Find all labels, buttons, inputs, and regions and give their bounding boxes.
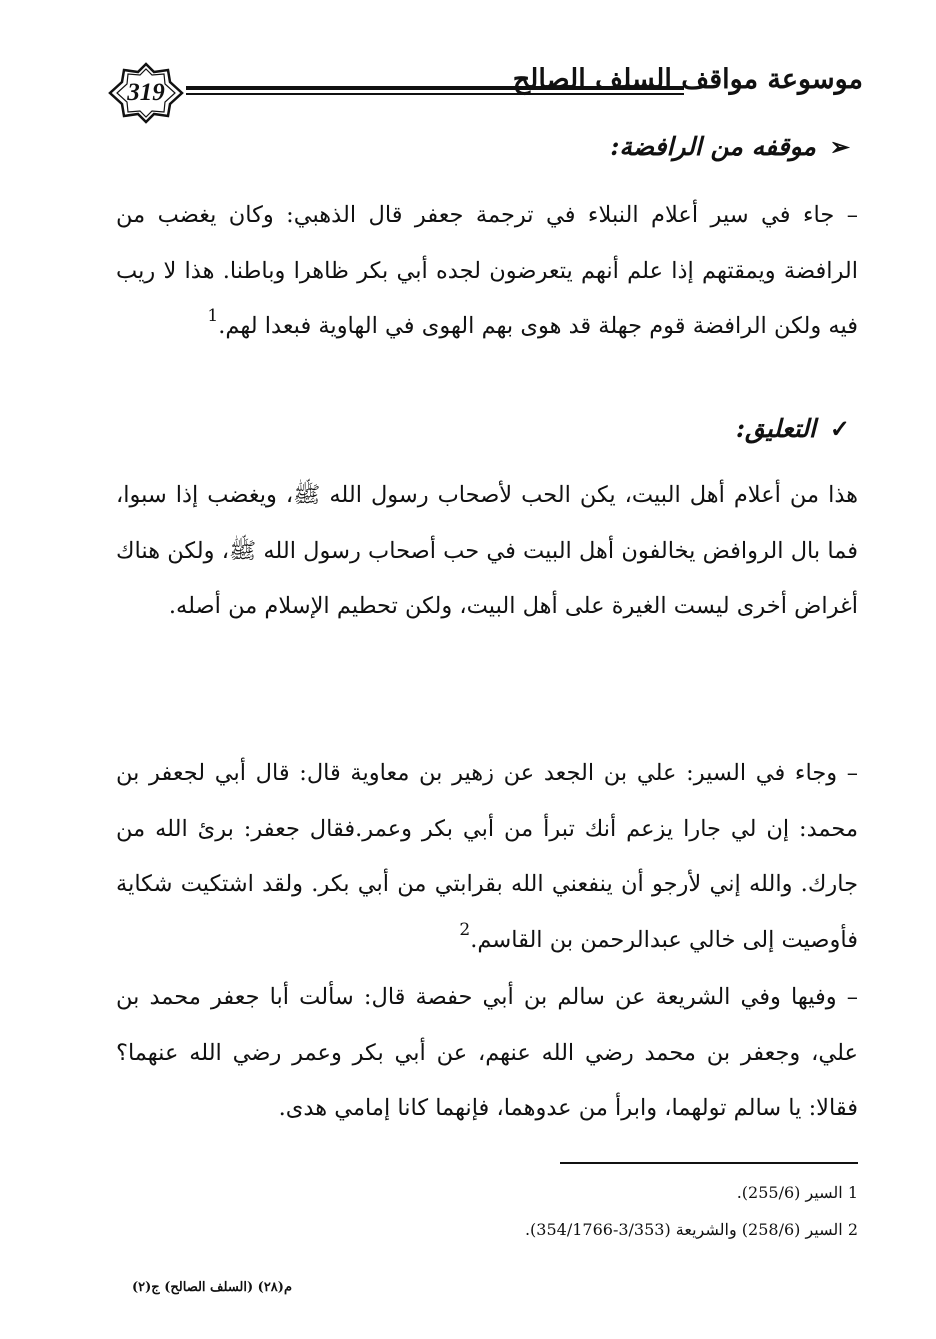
section-heading-position-label: موقفه من الرافضة: [610,132,816,161]
arrow-pointer-icon: ➢ [829,132,850,161]
footnote-marker-2: 2 [459,919,471,940]
footer-signature-reference: م(٢٨) (السلف الصالح) ج(٢) [132,1280,292,1295]
page-number: 319 [127,79,165,106]
section-heading-position [610,132,850,161]
section-heading-commentary [736,414,850,443]
paragraph-siyar-narration [116,746,858,968]
footnote-marker-1: 1 [207,306,219,326]
paragraph-biography-quote [116,188,858,355]
paragraph-commentary-text: هذا من أعلام أهل البيت، يكن الحب لأصحاب رسول الله ﷺ، ويغضب إذا سبوا، فما بال الروافض يخالفون أهل البيت في حب أصحاب رسول الله ﷺ، ولكن هناك أغراض أخرى ليست الغيرة على أهل البيت، ولكن تحطيم الإسلام من أصله. [116,482,858,619]
book-title: موسوعة مواقف السلف الصالح [512,64,863,95]
footnote-separator [560,1162,858,1164]
paragraph-shariah-narration [116,970,858,1137]
paragraph-commentary [116,468,858,635]
footnote-2: 2 السير (258/6) والشريعة (3/353-354/1766). [524,1220,858,1239]
checkmark-icon: ✓ [829,414,850,443]
page-header [108,62,863,124]
footnote-1: 1 السير (255/6). [736,1183,858,1202]
paragraph-biography-quote-text: – جاء في سير أعلام النبلاء في ترجمة جعفر قال الذهبي: وكان يغضب من الرافضة ويمقتهم إذا علم أنهم يتعرضون لجده أبي بكر ظاهرا وباطنا. هذا لا ريب فيه ولكن الرافضة قوم جهلة قد هوى بهم الهوى في الهاوية فبعدا لهم. [116,202,858,339]
section-heading-commentary-label: التعليق: [735,414,816,443]
paragraph-shariah-narration-text: – وفيها وفي الشريعة عن سالم بن أبي حفصة قال: سألت أبا جعفر محمد بن علي، وجعفر بن محمد رضي الله عنهم، عن أبي بكر وعمر رضي الله عنهما؟ فقالا: يا سالم تولهما، وابرأ من عدوهما، فإنهما كانا إمامي هدى. [116,984,858,1121]
paragraph-siyar-narration-text: – وجاء في السير: علي بن الجعد عن زهير بن معاوية قال: قال أبي لجعفر بن محمد: إن لي جارا يزعم أنك تبرأ من أبي بكر وعمر.فقال جعفر: برئ الله من جارك. والله إني لأرجو أن ينفعني الله بقرابتي من أبي بكر. ولقد اشتكيت شكاية فأوصيت إلى خالي عبدالرحمن بن القاسم. [116,760,858,953]
page-number-badge [108,62,184,124]
